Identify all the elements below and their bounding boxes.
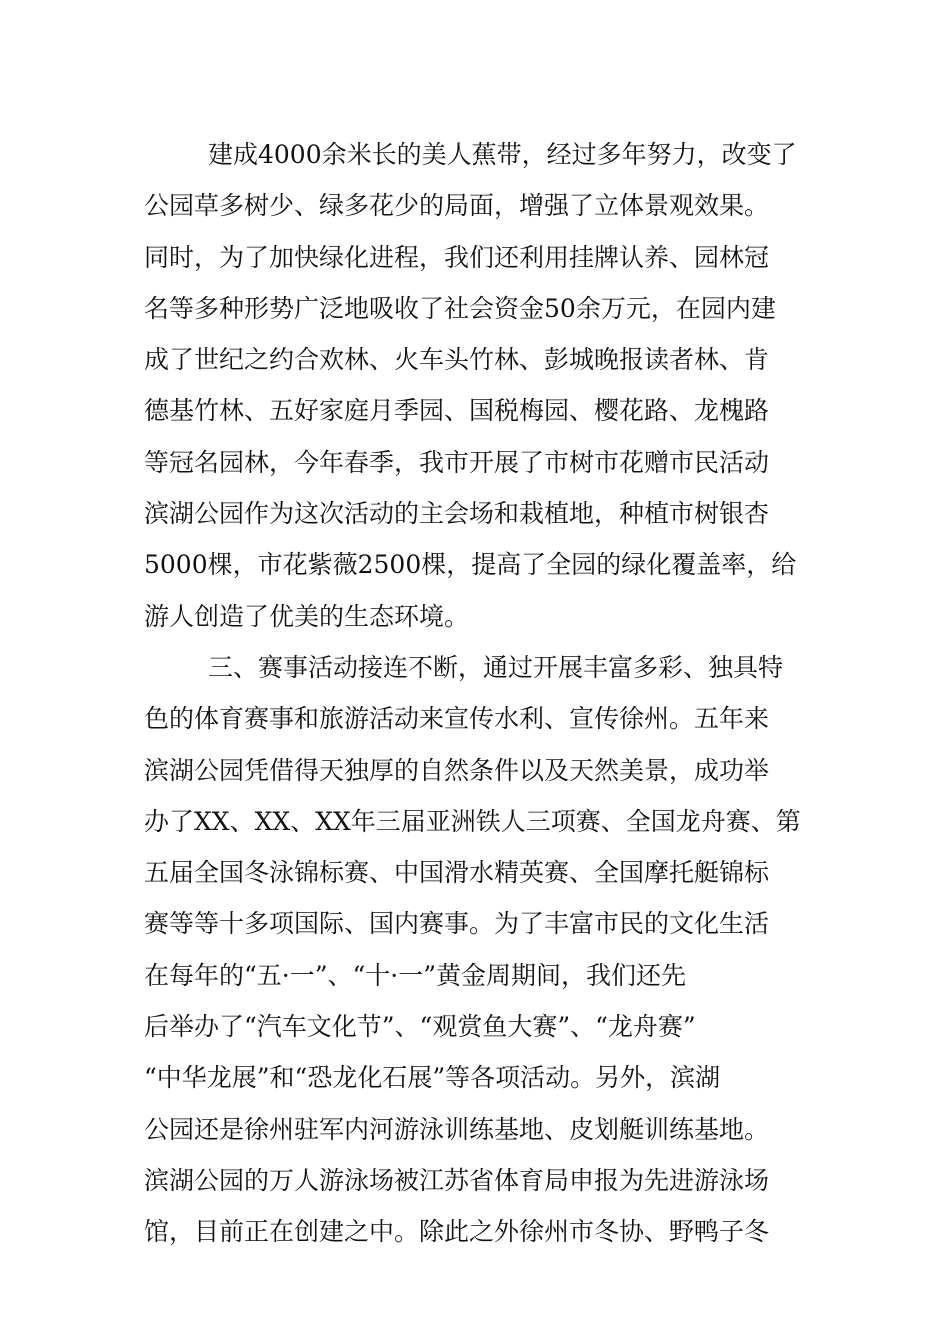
text-line: 同时，为了加快绿化进程，我们还利用挂牌认养、园林冠 bbox=[144, 242, 770, 272]
text-line: 滨湖公园的万人游泳场被江苏省体育局申报为先进游泳场 bbox=[144, 1165, 770, 1195]
text-line: 后举办了“汽车文化节”、“观赏鱼大赛”、“龙舟赛” bbox=[144, 1012, 696, 1042]
text-line: 公园还是徐州驻军内河游泳训练基地、皮划艇训练基地。 bbox=[144, 1114, 770, 1144]
text-line: 五届全国冬泳锦标赛、中国滑水精英赛、全国摩托艇锦标 bbox=[144, 858, 770, 888]
text-line: 在每年的“五·一”、“十·一”黄金周期间，我们还先 bbox=[144, 960, 687, 990]
text-line: “中华龙展”和“恐龙化石展”等各项活动。另外，滨湖 bbox=[144, 1063, 721, 1093]
text-line: 游人创造了优美的生态环境。 bbox=[144, 601, 470, 631]
text-line: 建成4000余米长的美人蕉带，经过多年努力，改变了 bbox=[208, 140, 797, 169]
text-line: 公园草多树少、绿多花少的局面，增强了立体景观效果。 bbox=[144, 191, 770, 221]
text-line: 名等多种形势广泛地吸收了社会资金50余万元，在园内建 bbox=[144, 293, 776, 323]
text-line: 三、赛事活动接连不断，通过开展丰富多彩、独具特 bbox=[208, 652, 784, 682]
text-line: 色的体育赛事和旅游活动来宣传水利、宣传徐州。五年来 bbox=[144, 704, 770, 734]
text-line: 滨湖公园凭借得天独厚的自然条件以及天然美景，成功举 bbox=[144, 755, 770, 785]
text-line: 等冠名园林，今年春季，我市开展了市树市花赠市民活动 bbox=[144, 447, 770, 477]
text-line: 成了世纪之约合欢林、火车头竹林、彭城晚报读者林、肯 bbox=[144, 345, 770, 375]
body-text bbox=[144, 129, 814, 1258]
text-line: 办了XX、XX、XX年三届亚洲铁人三项赛、全国龙舟赛、第 bbox=[144, 806, 801, 836]
text-line: 馆，目前正在创建之中。除此之外徐州市冬协、野鸭子冬 bbox=[144, 1217, 770, 1247]
text-line: 滨湖公园作为这次活动的主会场和栽植地，种植市树银杏 bbox=[144, 499, 770, 529]
text-line: 5000棵，市花紫薇2500棵，提高了全园的绿化覆盖率，给 bbox=[144, 550, 797, 580]
text-line: 德基竹林、五好家庭月季园、国税梅园、樱花路、龙槐路 bbox=[144, 396, 770, 426]
text-line: 赛等等十多项国际、国内赛事。为了丰富市民的文化生活 bbox=[144, 909, 770, 939]
